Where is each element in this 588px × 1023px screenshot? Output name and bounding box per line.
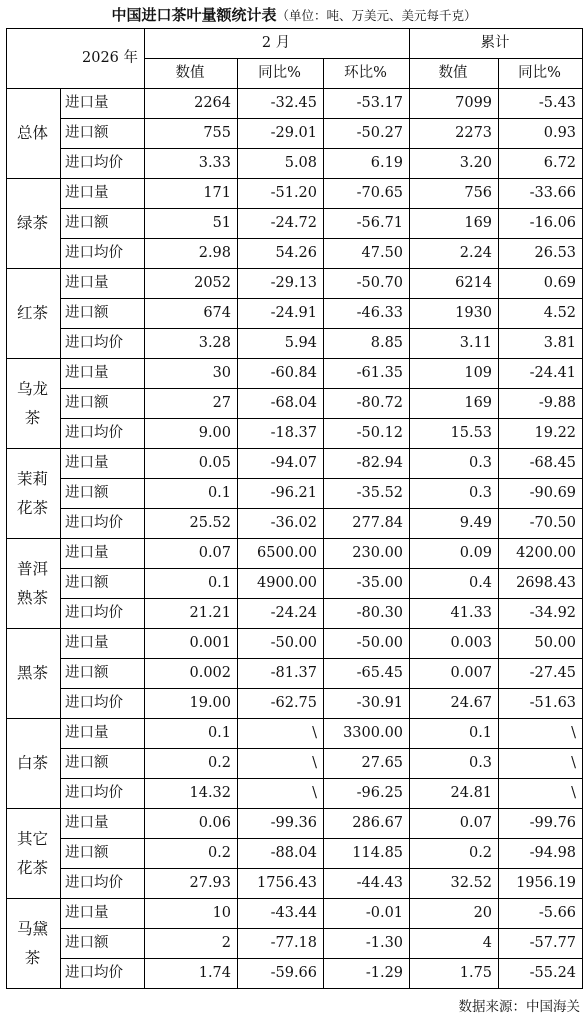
table-row bbox=[7, 89, 583, 119]
category-name: 绿茶 bbox=[7, 179, 61, 269]
table-row bbox=[7, 599, 583, 629]
month-group-header: 2 月 bbox=[145, 29, 410, 59]
yoy-cell: -29.13 bbox=[238, 269, 324, 299]
cum-yoy-cell: -68.45 bbox=[499, 449, 583, 479]
cum-yoy-cell: -33.66 bbox=[499, 179, 583, 209]
cum-yoy-cell: 4200.00 bbox=[499, 539, 583, 569]
cum-value-cell: 0.3 bbox=[410, 449, 499, 479]
cum-yoy-cell: 6.72 bbox=[499, 149, 583, 179]
table-row bbox=[7, 419, 583, 449]
value-cell: 51 bbox=[145, 209, 238, 239]
metric-label: 进口量 bbox=[61, 269, 145, 299]
col-cum-value-header: 数值 bbox=[410, 59, 499, 89]
mom-cell: -0.01 bbox=[324, 899, 410, 929]
cum-yoy-cell: 4.52 bbox=[499, 299, 583, 329]
table-row bbox=[7, 929, 583, 959]
metric-label: 进口额 bbox=[61, 119, 145, 149]
metric-label: 进口额 bbox=[61, 659, 145, 689]
col-yoy-header: 同比% bbox=[238, 59, 324, 89]
metric-label: 进口均价 bbox=[61, 779, 145, 809]
year-header: 2026 年 bbox=[7, 29, 145, 89]
value-cell: 0.05 bbox=[145, 449, 238, 479]
cum-yoy-cell: 50.00 bbox=[499, 629, 583, 659]
cum-value-cell: 0.07 bbox=[410, 809, 499, 839]
value-cell: 2 bbox=[145, 929, 238, 959]
cum-yoy-cell: -99.76 bbox=[499, 809, 583, 839]
category-name: 普洱 熟茶 bbox=[7, 539, 61, 629]
yoy-cell: 6500.00 bbox=[238, 539, 324, 569]
cum-yoy-cell: 26.53 bbox=[499, 239, 583, 269]
table-row bbox=[7, 569, 583, 599]
cum-yoy-cell: \ bbox=[499, 749, 583, 779]
table-row bbox=[7, 629, 583, 659]
cum-value-cell: 4 bbox=[410, 929, 499, 959]
value-cell: 27 bbox=[145, 389, 238, 419]
category-name: 其它 花茶 bbox=[7, 809, 61, 899]
cum-value-cell: 3.11 bbox=[410, 329, 499, 359]
cum-value-cell: 756 bbox=[410, 179, 499, 209]
value-cell: 2.98 bbox=[145, 239, 238, 269]
metric-label: 进口额 bbox=[61, 209, 145, 239]
mom-cell: -65.45 bbox=[324, 659, 410, 689]
col-mom-header: 环比% bbox=[324, 59, 410, 89]
cum-value-cell: 169 bbox=[410, 389, 499, 419]
cum-value-cell: 24.67 bbox=[410, 689, 499, 719]
value-cell: 2052 bbox=[145, 269, 238, 299]
yoy-cell: 54.26 bbox=[238, 239, 324, 269]
table-body bbox=[7, 89, 583, 989]
yoy-cell: -32.45 bbox=[238, 89, 324, 119]
table-row bbox=[7, 869, 583, 899]
mom-cell: 230.00 bbox=[324, 539, 410, 569]
table-row bbox=[7, 659, 583, 689]
cum-yoy-cell: -5.66 bbox=[499, 899, 583, 929]
value-cell: 0.001 bbox=[145, 629, 238, 659]
cum-yoy-cell: -9.88 bbox=[499, 389, 583, 419]
unit-note: （单位：吨、万美元、美元每千克） bbox=[276, 8, 477, 23]
mom-cell: 3300.00 bbox=[324, 719, 410, 749]
cum-yoy-cell: 0.93 bbox=[499, 119, 583, 149]
value-cell: 14.32 bbox=[145, 779, 238, 809]
yoy-cell: -77.18 bbox=[238, 929, 324, 959]
mom-cell: -1.29 bbox=[324, 959, 410, 989]
metric-label: 进口量 bbox=[61, 179, 145, 209]
yoy-cell: -18.37 bbox=[238, 419, 324, 449]
yoy-cell: -60.84 bbox=[238, 359, 324, 389]
metric-label: 进口额 bbox=[61, 299, 145, 329]
mom-cell: 47.50 bbox=[324, 239, 410, 269]
yoy-cell: -88.04 bbox=[238, 839, 324, 869]
table-row bbox=[7, 449, 583, 479]
metric-label: 进口均价 bbox=[61, 689, 145, 719]
data-source-note: 数据来源：中国海关 bbox=[458, 999, 580, 1015]
metric-label: 进口均价 bbox=[61, 959, 145, 989]
yoy-cell: -29.01 bbox=[238, 119, 324, 149]
mom-cell: 27.65 bbox=[324, 749, 410, 779]
table-row bbox=[7, 179, 583, 209]
table-row bbox=[7, 239, 583, 269]
col-cum-yoy-header: 同比% bbox=[499, 59, 583, 89]
value-cell: 3.28 bbox=[145, 329, 238, 359]
yoy-cell: -51.20 bbox=[238, 179, 324, 209]
value-cell: 27.93 bbox=[145, 869, 238, 899]
category-name: 马黛 茶 bbox=[7, 899, 61, 989]
cum-yoy-cell: 0.69 bbox=[499, 269, 583, 299]
metric-label: 进口额 bbox=[61, 389, 145, 419]
cum-yoy-cell: -57.77 bbox=[499, 929, 583, 959]
cum-value-cell: 0.3 bbox=[410, 479, 499, 509]
cum-value-cell: 0.003 bbox=[410, 629, 499, 659]
metric-label: 进口均价 bbox=[61, 509, 145, 539]
metric-label: 进口量 bbox=[61, 899, 145, 929]
yoy-cell: -96.21 bbox=[238, 479, 324, 509]
metric-label: 进口额 bbox=[61, 749, 145, 779]
yoy-cell: 5.08 bbox=[238, 149, 324, 179]
tea-import-table bbox=[6, 28, 583, 989]
table-row bbox=[7, 749, 583, 779]
cum-value-cell: 109 bbox=[410, 359, 499, 389]
cum-yoy-cell: -90.69 bbox=[499, 479, 583, 509]
table-row bbox=[7, 809, 583, 839]
category-name: 白茶 bbox=[7, 719, 61, 809]
mom-cell: -80.30 bbox=[324, 599, 410, 629]
mom-cell: -30.91 bbox=[324, 689, 410, 719]
yoy-cell: -24.91 bbox=[238, 299, 324, 329]
mom-cell: 286.67 bbox=[324, 809, 410, 839]
mom-cell: -53.17 bbox=[324, 89, 410, 119]
cum-value-cell: 0.3 bbox=[410, 749, 499, 779]
mom-cell: -61.35 bbox=[324, 359, 410, 389]
table-row bbox=[7, 479, 583, 509]
metric-label: 进口量 bbox=[61, 449, 145, 479]
mom-cell: 277.84 bbox=[324, 509, 410, 539]
cum-value-cell: 2.24 bbox=[410, 239, 499, 269]
value-cell: 30 bbox=[145, 359, 238, 389]
cum-value-cell: 32.52 bbox=[410, 869, 499, 899]
yoy-cell: -99.36 bbox=[238, 809, 324, 839]
mom-cell: -70.65 bbox=[324, 179, 410, 209]
mom-cell: -50.27 bbox=[324, 119, 410, 149]
table-row bbox=[7, 539, 583, 569]
mom-cell: 8.85 bbox=[324, 329, 410, 359]
cum-yoy-cell: -51.63 bbox=[499, 689, 583, 719]
mom-cell: -35.52 bbox=[324, 479, 410, 509]
table-row bbox=[7, 269, 583, 299]
metric-label: 进口额 bbox=[61, 569, 145, 599]
table-row bbox=[7, 839, 583, 869]
table-row bbox=[7, 209, 583, 239]
cum-value-cell: 1930 bbox=[410, 299, 499, 329]
value-cell: 0.1 bbox=[145, 719, 238, 749]
value-cell: 0.002 bbox=[145, 659, 238, 689]
yoy-cell: -68.04 bbox=[238, 389, 324, 419]
mom-cell: -50.00 bbox=[324, 629, 410, 659]
table-row bbox=[7, 359, 583, 389]
cum-yoy-cell: 2698.43 bbox=[499, 569, 583, 599]
metric-label: 进口均价 bbox=[61, 239, 145, 269]
yoy-cell: \ bbox=[238, 779, 324, 809]
value-cell: 674 bbox=[145, 299, 238, 329]
yoy-cell: \ bbox=[238, 719, 324, 749]
value-cell: 0.1 bbox=[145, 569, 238, 599]
mom-cell: -46.33 bbox=[324, 299, 410, 329]
cum-yoy-cell: \ bbox=[499, 779, 583, 809]
cum-yoy-cell: 1956.19 bbox=[499, 869, 583, 899]
mom-cell: 6.19 bbox=[324, 149, 410, 179]
cum-yoy-cell: -5.43 bbox=[499, 89, 583, 119]
cum-yoy-cell: -55.24 bbox=[499, 959, 583, 989]
metric-label: 进口均价 bbox=[61, 599, 145, 629]
cum-value-cell: 7099 bbox=[410, 89, 499, 119]
category-name: 黑茶 bbox=[7, 629, 61, 719]
cum-value-cell: 15.53 bbox=[410, 419, 499, 449]
yoy-cell: -36.02 bbox=[238, 509, 324, 539]
cum-yoy-cell: -27.45 bbox=[499, 659, 583, 689]
cum-yoy-cell: -24.41 bbox=[499, 359, 583, 389]
table-row bbox=[7, 299, 583, 329]
category-name: 红茶 bbox=[7, 269, 61, 359]
table-title: 中国进口茶叶量额统计表 bbox=[111, 6, 277, 24]
metric-label: 进口均价 bbox=[61, 149, 145, 179]
table-row bbox=[7, 779, 583, 809]
value-cell: 0.1 bbox=[145, 479, 238, 509]
cum-value-cell: 9.49 bbox=[410, 509, 499, 539]
table-title-line bbox=[0, 4, 588, 27]
mom-cell: -50.12 bbox=[324, 419, 410, 449]
col-value-header: 数值 bbox=[145, 59, 238, 89]
cum-yoy-cell: -70.50 bbox=[499, 509, 583, 539]
table-row bbox=[7, 899, 583, 929]
value-cell: 3.33 bbox=[145, 149, 238, 179]
metric-label: 进口均价 bbox=[61, 869, 145, 899]
yoy-cell: -94.07 bbox=[238, 449, 324, 479]
yoy-cell: -24.24 bbox=[238, 599, 324, 629]
cum-value-cell: 20 bbox=[410, 899, 499, 929]
yoy-cell: -24.72 bbox=[238, 209, 324, 239]
table-row bbox=[7, 149, 583, 179]
category-name: 总体 bbox=[7, 89, 61, 179]
table-row bbox=[7, 719, 583, 749]
value-cell: 0.07 bbox=[145, 539, 238, 569]
mom-cell: -82.94 bbox=[324, 449, 410, 479]
header-row-1 bbox=[7, 29, 583, 59]
metric-label: 进口量 bbox=[61, 89, 145, 119]
metric-label: 进口额 bbox=[61, 929, 145, 959]
category-name: 乌龙 茶 bbox=[7, 359, 61, 449]
metric-label: 进口量 bbox=[61, 629, 145, 659]
value-cell: 0.2 bbox=[145, 749, 238, 779]
cum-value-cell: 6214 bbox=[410, 269, 499, 299]
mom-cell: -1.30 bbox=[324, 929, 410, 959]
table-row bbox=[7, 389, 583, 419]
yoy-cell: -59.66 bbox=[238, 959, 324, 989]
metric-label: 进口额 bbox=[61, 839, 145, 869]
mom-cell: 114.85 bbox=[324, 839, 410, 869]
cum-yoy-cell: -94.98 bbox=[499, 839, 583, 869]
mom-cell: -56.71 bbox=[324, 209, 410, 239]
value-cell: 755 bbox=[145, 119, 238, 149]
cum-value-cell: 169 bbox=[410, 209, 499, 239]
cum-yoy-cell: -34.92 bbox=[499, 599, 583, 629]
table-row bbox=[7, 959, 583, 989]
value-cell: 9.00 bbox=[145, 419, 238, 449]
cum-value-cell: 41.33 bbox=[410, 599, 499, 629]
value-cell: 1.74 bbox=[145, 959, 238, 989]
yoy-cell: \ bbox=[238, 749, 324, 779]
yoy-cell: 1756.43 bbox=[238, 869, 324, 899]
yoy-cell: -50.00 bbox=[238, 629, 324, 659]
value-cell: 19.00 bbox=[145, 689, 238, 719]
cum-yoy-cell: 19.22 bbox=[499, 419, 583, 449]
cum-value-cell: 0.4 bbox=[410, 569, 499, 599]
metric-label: 进口均价 bbox=[61, 329, 145, 359]
cum-value-cell: 2273 bbox=[410, 119, 499, 149]
yoy-cell: 5.94 bbox=[238, 329, 324, 359]
metric-label: 进口量 bbox=[61, 539, 145, 569]
value-cell: 2264 bbox=[145, 89, 238, 119]
table-row bbox=[7, 329, 583, 359]
cum-value-cell: 1.75 bbox=[410, 959, 499, 989]
cum-value-cell: 0.007 bbox=[410, 659, 499, 689]
value-cell: 10 bbox=[145, 899, 238, 929]
value-cell: 0.06 bbox=[145, 809, 238, 839]
mom-cell: -50.70 bbox=[324, 269, 410, 299]
mom-cell: -96.25 bbox=[324, 779, 410, 809]
metric-label: 进口均价 bbox=[61, 419, 145, 449]
cum-value-cell: 24.81 bbox=[410, 779, 499, 809]
table-row bbox=[7, 689, 583, 719]
metric-label: 进口量 bbox=[61, 719, 145, 749]
value-cell: 0.2 bbox=[145, 839, 238, 869]
category-name: 茉莉 花茶 bbox=[7, 449, 61, 539]
cumulative-group-header: 累计 bbox=[410, 29, 583, 59]
metric-label: 进口量 bbox=[61, 359, 145, 389]
metric-label: 进口额 bbox=[61, 479, 145, 509]
yoy-cell: -81.37 bbox=[238, 659, 324, 689]
metric-label: 进口量 bbox=[61, 809, 145, 839]
yoy-cell: -62.75 bbox=[238, 689, 324, 719]
cum-value-cell: 0.1 bbox=[410, 719, 499, 749]
value-cell: 21.21 bbox=[145, 599, 238, 629]
value-cell: 171 bbox=[145, 179, 238, 209]
mom-cell: -35.00 bbox=[324, 569, 410, 599]
value-cell: 25.52 bbox=[145, 509, 238, 539]
table-row bbox=[7, 509, 583, 539]
cum-value-cell: 0.2 bbox=[410, 839, 499, 869]
cum-value-cell: 3.20 bbox=[410, 149, 499, 179]
cum-value-cell: 0.09 bbox=[410, 539, 499, 569]
yoy-cell: -43.44 bbox=[238, 899, 324, 929]
cum-yoy-cell: 3.81 bbox=[499, 329, 583, 359]
yoy-cell: 4900.00 bbox=[238, 569, 324, 599]
mom-cell: -44.43 bbox=[324, 869, 410, 899]
cum-yoy-cell: \ bbox=[499, 719, 583, 749]
cum-yoy-cell: -16.06 bbox=[499, 209, 583, 239]
mom-cell: -80.72 bbox=[324, 389, 410, 419]
table-row bbox=[7, 119, 583, 149]
